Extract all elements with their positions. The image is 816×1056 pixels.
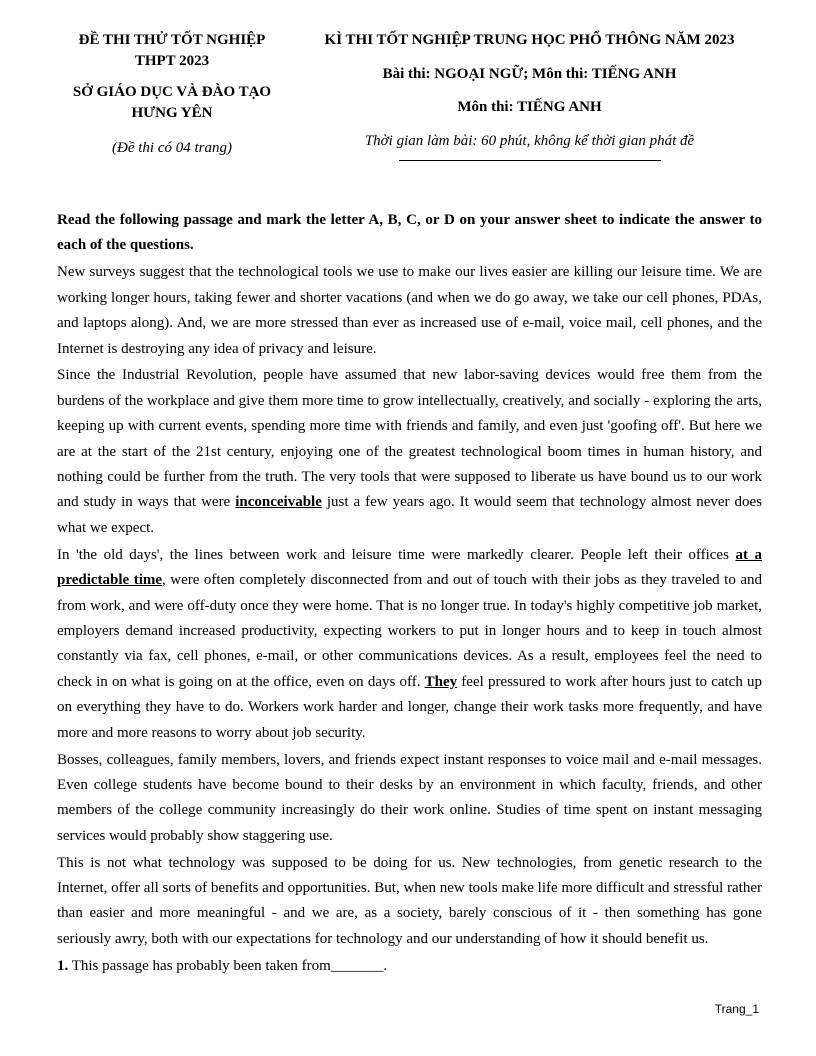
passage-paragraph-1: New surveys suggest that the technological tools we use to make our lives easier are killing our leisure time. We are working longer hours, taking fewer and shorter vacations (and when we do go away, we take our cell phones, PDAs, and laptops along). And, we are more stressed than ever as increased use of e-mail, voice mail, cell phones, and the Internet is destroying any idea of privacy and leisure. xyxy=(57,264,762,357)
passage-text: In 'the old days', the lines between work and leisure time were markedly clearer. People left their offices xyxy=(57,546,736,563)
exam-time: Thời gian làm bài: 60 phút, không kể thời gian phát đề xyxy=(364,133,695,149)
passage-paragraph-3 xyxy=(57,543,762,746)
exam-type-title: ĐỀ THI THỬ TỐT NGHIỆP THPT 2023 xyxy=(78,32,266,69)
passage-text: feel pressured to work after hours just to catch up on everything they have to do. Workers work harder and longer, change their work tasks more frequently, and have more and more reasons to worry about job security. xyxy=(57,673,762,741)
header-left xyxy=(57,30,287,159)
exam-section: Bài thi: NGOẠI NGỮ; Môn thi: TIẾNG ANH xyxy=(382,66,677,82)
underlined-word: inconceivable xyxy=(235,494,322,511)
underlined-word: They xyxy=(424,673,458,690)
exam-subject: Môn thi: TIẾNG ANH xyxy=(457,99,602,115)
header-divider xyxy=(399,160,661,161)
exam-title: KÌ THI TỐT NGHIỆP TRUNG HỌC PHỔ THÔNG NĂM 2023 xyxy=(324,32,735,48)
page-count-note: (Đề thi có 04 trang) xyxy=(112,140,232,156)
passage-paragraph-2 xyxy=(57,363,762,541)
exam-header xyxy=(57,30,762,190)
instruction: Read the following passage and mark the letter A, B, C, or D on your answer sheet to indicate the answer to each of the questions. xyxy=(57,212,762,254)
underlined-phrase: at a predictable time xyxy=(57,546,762,589)
passage-paragraph-5: This is not what technology was supposed to be doing for us. New technologies, from genetic research to the Internet, offer all sorts of benefits and opportunities. But, when new tools make life more difficult and stressful rather than easier and more meaningful - and we are, as a society, barely conscious of it - then something has gone seriously awry, both with our expectations for technology and our understanding of how it should benefit us. xyxy=(57,854,762,947)
passage-text: just a few years ago. It would seem that technology almost never does what we expect. xyxy=(57,494,762,536)
question-text: This passage has probably been taken from_______. xyxy=(68,957,388,974)
header-right xyxy=(297,30,762,161)
question-number: 1. xyxy=(57,957,69,974)
question-1 xyxy=(57,954,762,979)
department-title: SỞ GIÁO DỤC VÀ ĐÀO TẠO HƯNG YÊN xyxy=(72,84,272,121)
passage-paragraph-4: Bosses, colleagues, family members, lovers, and friends expect instant responses to voice mail and e-mail messages. Even college students have become bound to their desks by an environment in which faculty, friends, and other members of the college community increasingly do their work online. Studies of time spent on instant messaging services would probably show staggering use. xyxy=(57,751,762,844)
exam-content xyxy=(57,208,762,981)
passage-text: Since the Industrial Revolution, people have assumed that new labor-saving devices would free them from the burdens of the workplace and give them more time to grow intellectually, creatively, and socially - exploring the arts, keeping up with current events, spending more time with friends and family, and even just 'goofing off'. But here we are at the start of the 21st century, enjoying one of the greatest technological boom times in human history, and nothing could be further from the truth. The very tools that were supposed to liberate us have bound us to our work and study in ways that were xyxy=(57,367,762,511)
passage-text: , were often completely disconnected from and out of touch with their jobs as they traveled to and from work, and were off-duty once they were home. That is no longer true. In today's highly competitive job market, employers demand increased productivity, expecting workers to put in longer hours and to keep in touch almost constantly via fax, cell phones, e-mail, or other communications devices. As a result, employees feel the need to check in on what is going on at the office, even on days off. xyxy=(57,572,762,690)
page-footer: Trang_1 xyxy=(714,1002,759,1016)
